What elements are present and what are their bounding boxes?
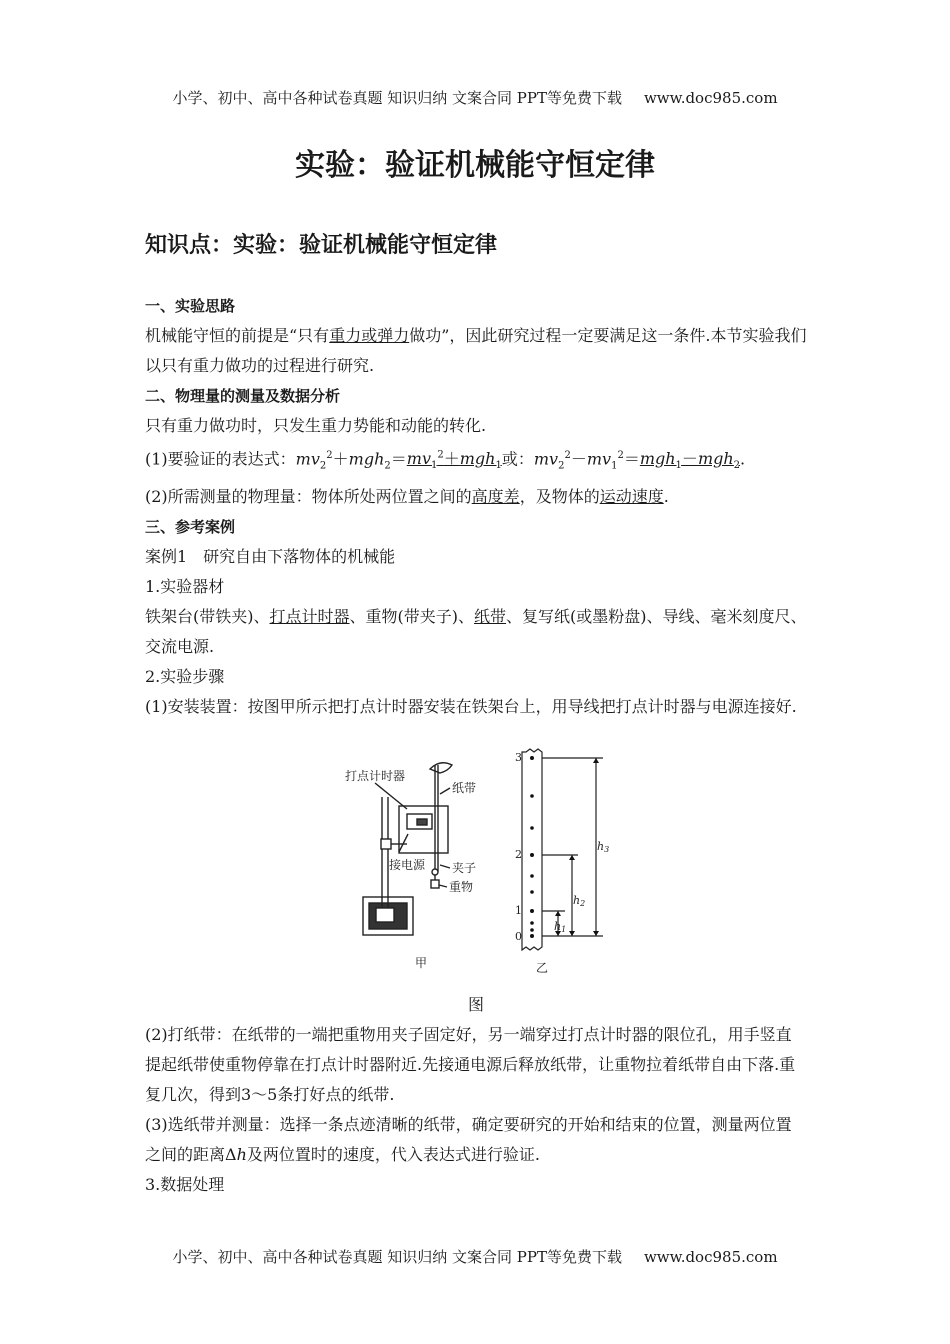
section-heading-2: 二、物理量的测量及数据分析: [145, 387, 341, 405]
page-header: [0, 87, 950, 108]
label-tape: 纸带: [452, 780, 477, 795]
measure-paragraph: (2)所需测量的物理量：物体所处两位置之间的高度差，及物体的运动速度.: [145, 486, 669, 506]
label-h2: h2: [573, 893, 586, 908]
figure-drawing: [145, 722, 807, 990]
footer-text: 小学、初中、高中各种试卷真题 知识归纳 文案合同 PPT等免费下载: [172, 1248, 622, 1266]
label-power: 接电源: [389, 857, 426, 872]
label-timer: 打点计时器: [345, 768, 406, 783]
header-site-link[interactable]: www.doc985.com: [643, 89, 778, 107]
tape-dot: [530, 874, 534, 878]
section-2-paragraph: 只有重力做功时，只发生重力势能和动能的转化.: [145, 416, 487, 435]
tape-label-3: 3: [515, 750, 522, 764]
experiment-figure: [145, 722, 807, 990]
page-footer: [0, 1246, 950, 1267]
tape-dot: [530, 928, 534, 932]
case-title: 案例1 研究自由下落物体的机械能: [145, 546, 396, 566]
label-yi: 乙: [536, 960, 549, 975]
step-2: (2)打纸带：在纸带的一端把重物用夹子固定好，另一端穿过打点计时器的限位孔，用手竖直提起纸带使重物停靠在打点计时器附近.先接通电源后释放纸带，让重物拉着纸带自由下落.重复几次，得到3～5条打好点的纸带.: [145, 1024, 796, 1104]
equipment-title: 1.实验器材: [145, 576, 225, 596]
tape-dot: [530, 794, 534, 798]
label-clip: 夹子: [452, 860, 477, 875]
stand-clamp: [381, 839, 391, 849]
tape-strip: [522, 749, 542, 950]
label-weight: 重物: [449, 879, 474, 894]
label-h3: h3: [597, 839, 610, 854]
document-body: [145, 291, 807, 1200]
formula-line: (1)要验证的表达式：$mv_2^2+mgh_2=mv_1^2+mgh_1$或：$mv_2^2-mv_1^2=mgh_1-mgh_2$.: [145, 449, 746, 472]
tape-label-2: 2: [515, 847, 522, 861]
data-processing-title: 3.数据处理: [145, 1174, 225, 1194]
section-1-paragraph: 机械能守恒的前提是“只有重力或弹力做功”，因此研究过程一定要满足这一条件.本节实验我们以只有重力做功的过程进行研究.: [145, 326, 807, 375]
figure-caption: 图: [467, 994, 484, 1014]
weight-block: [431, 880, 439, 888]
tape-dot: [530, 826, 534, 830]
section-heading-3: 三、参考案例: [145, 517, 236, 536]
timer-pointer-line: [375, 783, 407, 809]
label-h1: h1: [554, 919, 567, 934]
tape-dot: [530, 890, 534, 894]
clip: [432, 869, 438, 875]
equipment-paragraph: 铁架台(带铁夹)、打点计时器、重物(带夹子)、纸带、复写纸(或墨粉盘)、导线、毫米刻度尺、交流电源.: [145, 606, 807, 656]
tape-dot: [530, 921, 534, 925]
step-1: (1)安装装置：按图甲所示把打点计时器安装在铁架台上，用导线把打点计时器与电源连接好.: [145, 696, 797, 716]
knowledge-point-heading: 知识点：实验：验证机械能守恒定律: [145, 233, 498, 258]
stand-base-slot: [376, 908, 394, 922]
page-title: 实验：验证机械能守恒定律: [295, 148, 655, 183]
hand-shape: [430, 762, 452, 772]
paper-tape-diagram: [522, 749, 603, 950]
power-wire: [399, 834, 408, 852]
blank-answer: 重力或弹力: [329, 326, 410, 345]
arrowheads: [555, 758, 599, 936]
tape-label-0: 0: [515, 929, 522, 943]
steps-title: 2.实验步骤: [145, 666, 225, 686]
section-heading-1: 一、实验思路: [145, 297, 236, 315]
iron-stand-diagram: [363, 762, 452, 934]
tape-label-1: 1: [515, 903, 522, 917]
label-jia: 甲: [415, 955, 428, 970]
step-3: (3)选纸带并测量：选择一条点迹清晰的纸带，确定要研究的开始和结束的位置，测量两位置之间的距离Δh及两位置时的速度，代入表达式进行验证.: [145, 1114, 792, 1164]
tape-dot: [530, 934, 534, 938]
footer-site-link[interactable]: www.doc985.com: [643, 1248, 778, 1266]
tape-dot: [530, 853, 534, 857]
tape-dot: [530, 909, 534, 913]
tape-dot: [530, 756, 534, 760]
header-text: 小学、初中、高中各种试卷真题 知识归纳 文案合同 PPT等免费下载: [172, 89, 622, 107]
